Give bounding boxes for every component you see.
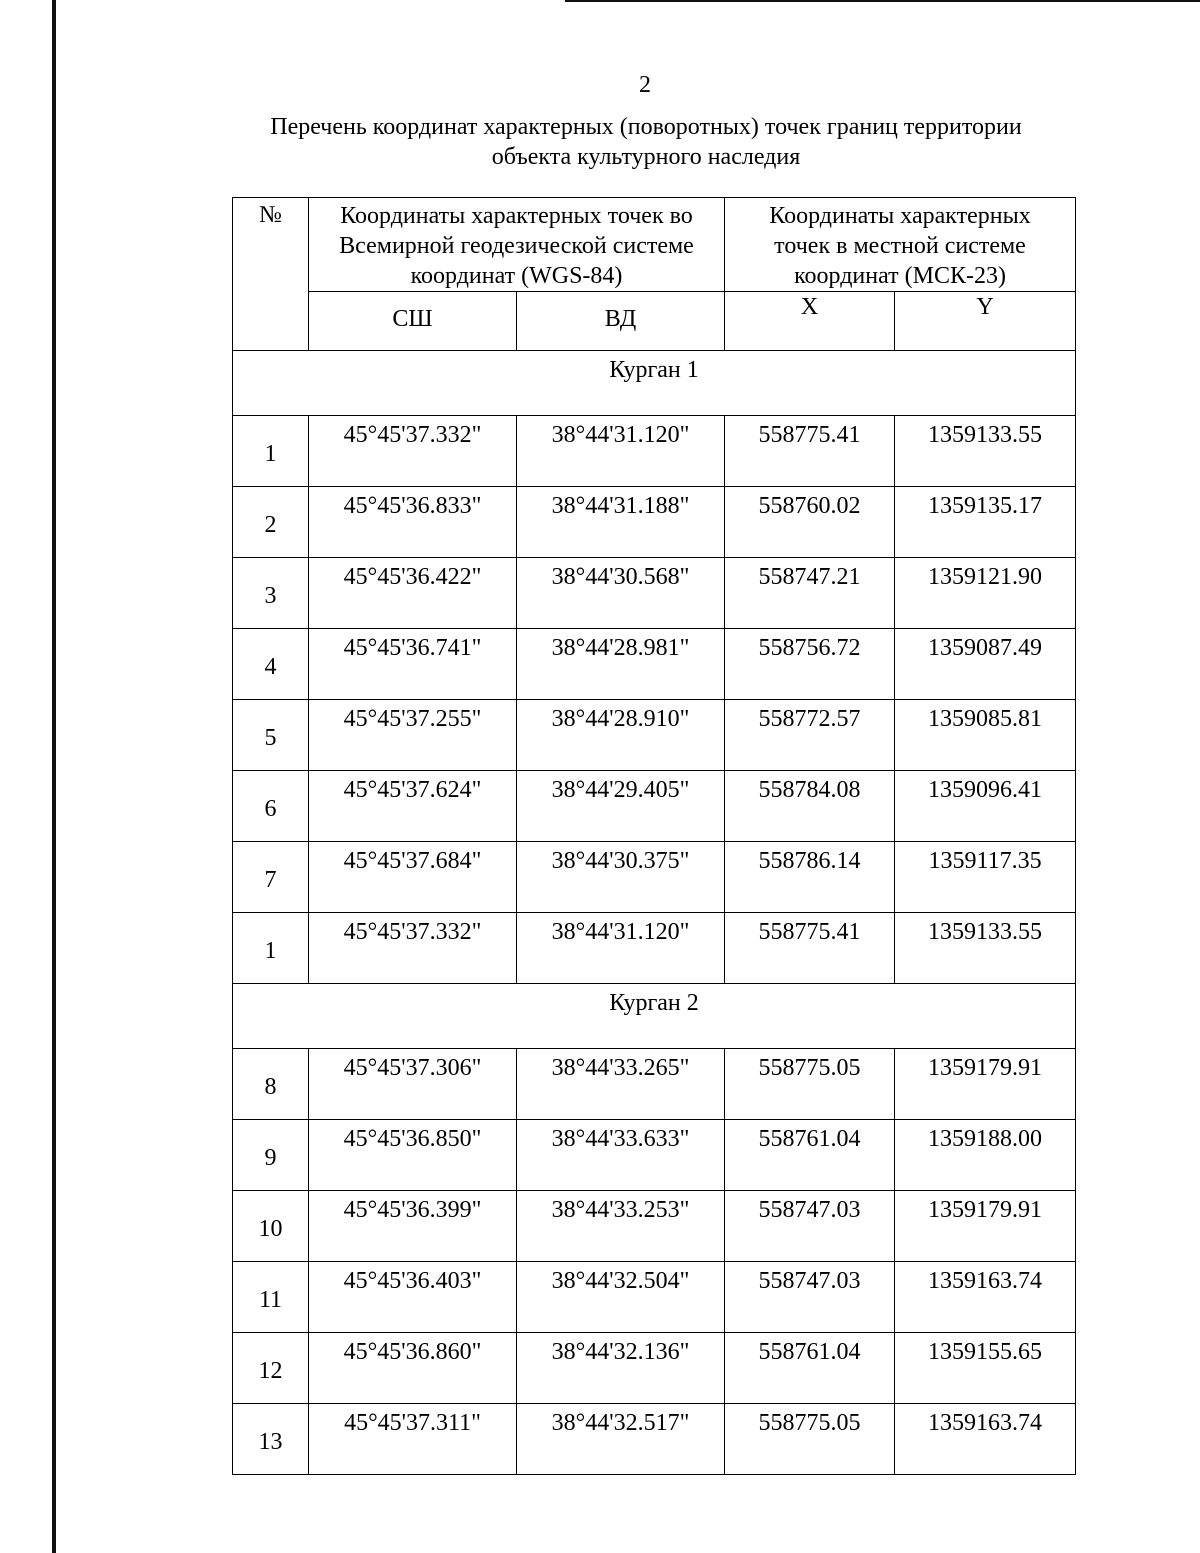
cell-y: 1359133.55 [895, 416, 1076, 487]
cell-latitude: 45°45'37.332" [309, 416, 517, 487]
cell-latitude: 45°45'36.741" [309, 629, 517, 700]
cell-x: 558775.05 [725, 1049, 895, 1120]
cell-latitude: 45°45'37.255" [309, 700, 517, 771]
header-wgs84-line-3: координат (WGS-84) [410, 263, 623, 289]
header-longitude-label: ВД [604, 306, 637, 332]
cell-point-number: 4 [233, 629, 309, 700]
table-row [233, 913, 1076, 984]
table-subheader-row [233, 292, 1076, 351]
header-latitude [309, 292, 517, 351]
table-row [233, 1120, 1076, 1191]
table-body [233, 351, 1076, 1475]
cell-y: 1359135.17 [895, 487, 1076, 558]
table-row [233, 700, 1076, 771]
header-longitude [517, 292, 725, 351]
cell-point-number: 8 [233, 1049, 309, 1120]
section-row [233, 984, 1076, 1049]
section-cell [233, 984, 1076, 1049]
header-msk23-line-3: координат (МСК-23) [794, 263, 1006, 289]
cell-x: 558756.72 [725, 629, 895, 700]
table-row [233, 1262, 1076, 1333]
header-msk23-line-1: Координаты характерных [769, 203, 1031, 229]
cell-x: 558761.04 [725, 1120, 895, 1191]
cell-x: 558747.03 [725, 1262, 895, 1333]
cell-longitude: 38°44'31.120" [517, 416, 725, 487]
cell-longitude: 38°44'28.981" [517, 629, 725, 700]
cell-latitude: 45°45'36.833" [309, 487, 517, 558]
cell-y: 1359121.90 [895, 558, 1076, 629]
cell-y: 1359117.35 [895, 842, 1076, 913]
cell-longitude: 38°44'33.633" [517, 1120, 725, 1191]
document-title [232, 112, 1060, 172]
header-wgs84-line-1: Координаты характерных точек во [340, 203, 693, 229]
header-x [725, 292, 895, 351]
header-wgs84-line-2: Всемирной геодезической системе [339, 233, 694, 259]
cell-longitude: 38°44'33.265" [517, 1049, 725, 1120]
cell-x: 558772.57 [725, 700, 895, 771]
table-row [233, 1333, 1076, 1404]
header-number [233, 198, 309, 351]
header-wgs84 [309, 198, 725, 292]
cell-y: 1359096.41 [895, 771, 1076, 842]
top-rule [565, 0, 1200, 2]
header-latitude-label: СШ [392, 306, 433, 332]
cell-longitude: 38°44'30.375" [517, 842, 725, 913]
cell-longitude: 38°44'31.120" [517, 913, 725, 984]
cell-point-number: 1 [233, 416, 309, 487]
cell-y: 1359085.81 [895, 700, 1076, 771]
table-row [233, 771, 1076, 842]
cell-x: 558784.08 [725, 771, 895, 842]
header-x-label: X [800, 294, 819, 320]
cell-x: 558761.04 [725, 1333, 895, 1404]
cell-point-number: 11 [233, 1262, 309, 1333]
cell-y: 1359188.00 [895, 1120, 1076, 1191]
cell-point-number: 9 [233, 1120, 309, 1191]
table-header-row [233, 198, 1076, 292]
cell-longitude: 38°44'30.568" [517, 558, 725, 629]
header-y [895, 292, 1076, 351]
title-line-2: объекта культурного наследия [491, 144, 801, 170]
cell-latitude: 45°45'37.311" [309, 1404, 517, 1475]
cell-y: 1359087.49 [895, 629, 1076, 700]
cell-point-number: 13 [233, 1404, 309, 1475]
cell-y: 1359179.91 [895, 1191, 1076, 1262]
section-title: Курган 2 [609, 990, 699, 1016]
cell-latitude: 45°45'37.332" [309, 913, 517, 984]
coordinates-table [232, 197, 1076, 1475]
cell-point-number: 10 [233, 1191, 309, 1262]
cell-latitude: 45°45'36.403" [309, 1262, 517, 1333]
cell-latitude: 45°45'37.624" [309, 771, 517, 842]
cell-latitude: 45°45'37.684" [309, 842, 517, 913]
cell-x: 558786.14 [725, 842, 895, 913]
section-row [233, 351, 1076, 416]
header-number-label: № [259, 202, 282, 228]
cell-longitude: 38°44'32.517" [517, 1404, 725, 1475]
cell-x: 558775.05 [725, 1404, 895, 1475]
cell-y: 1359163.74 [895, 1404, 1076, 1475]
cell-x: 558747.21 [725, 558, 895, 629]
cell-x: 558747.03 [725, 1191, 895, 1262]
cell-point-number: 1 [233, 913, 309, 984]
table-row [233, 1049, 1076, 1120]
section-cell [233, 351, 1076, 416]
cell-y: 1359163.74 [895, 1262, 1076, 1333]
table-row [233, 842, 1076, 913]
table-row [233, 487, 1076, 558]
cell-x: 558760.02 [725, 487, 895, 558]
cell-latitude: 45°45'36.850" [309, 1120, 517, 1191]
header-msk23 [725, 198, 1076, 292]
cell-point-number: 6 [233, 771, 309, 842]
cell-latitude: 45°45'36.860" [309, 1333, 517, 1404]
cell-point-number: 3 [233, 558, 309, 629]
cell-point-number: 5 [233, 700, 309, 771]
cell-longitude: 38°44'32.504" [517, 1262, 725, 1333]
table-row [233, 1191, 1076, 1262]
cell-y: 1359155.65 [895, 1333, 1076, 1404]
section-title: Курган 1 [609, 357, 699, 383]
cell-longitude: 38°44'31.188" [517, 487, 725, 558]
cell-longitude: 38°44'29.405" [517, 771, 725, 842]
cell-latitude: 45°45'36.422" [309, 558, 517, 629]
cell-longitude: 38°44'33.253" [517, 1191, 725, 1262]
table-row [233, 416, 1076, 487]
header-msk23-line-2: точек в местной системе [774, 233, 1026, 259]
cell-latitude: 45°45'36.399" [309, 1191, 517, 1262]
title-line-1: Перечень координат характерных (поворотных) точек границ территории [270, 114, 1022, 140]
cell-longitude: 38°44'28.910" [517, 700, 725, 771]
cell-point-number: 7 [233, 842, 309, 913]
cell-point-number: 2 [233, 487, 309, 558]
scan-left-edge [52, 0, 56, 1553]
table-row [233, 558, 1076, 629]
cell-y: 1359179.91 [895, 1049, 1076, 1120]
cell-point-number: 12 [233, 1333, 309, 1404]
cell-y: 1359133.55 [895, 913, 1076, 984]
cell-latitude: 45°45'37.306" [309, 1049, 517, 1120]
header-y-label: Y [976, 294, 994, 320]
cell-longitude: 38°44'32.136" [517, 1333, 725, 1404]
table-row [233, 629, 1076, 700]
page-number: 2 [639, 72, 651, 98]
cell-x: 558775.41 [725, 913, 895, 984]
table-row [233, 1404, 1076, 1475]
cell-x: 558775.41 [725, 416, 895, 487]
